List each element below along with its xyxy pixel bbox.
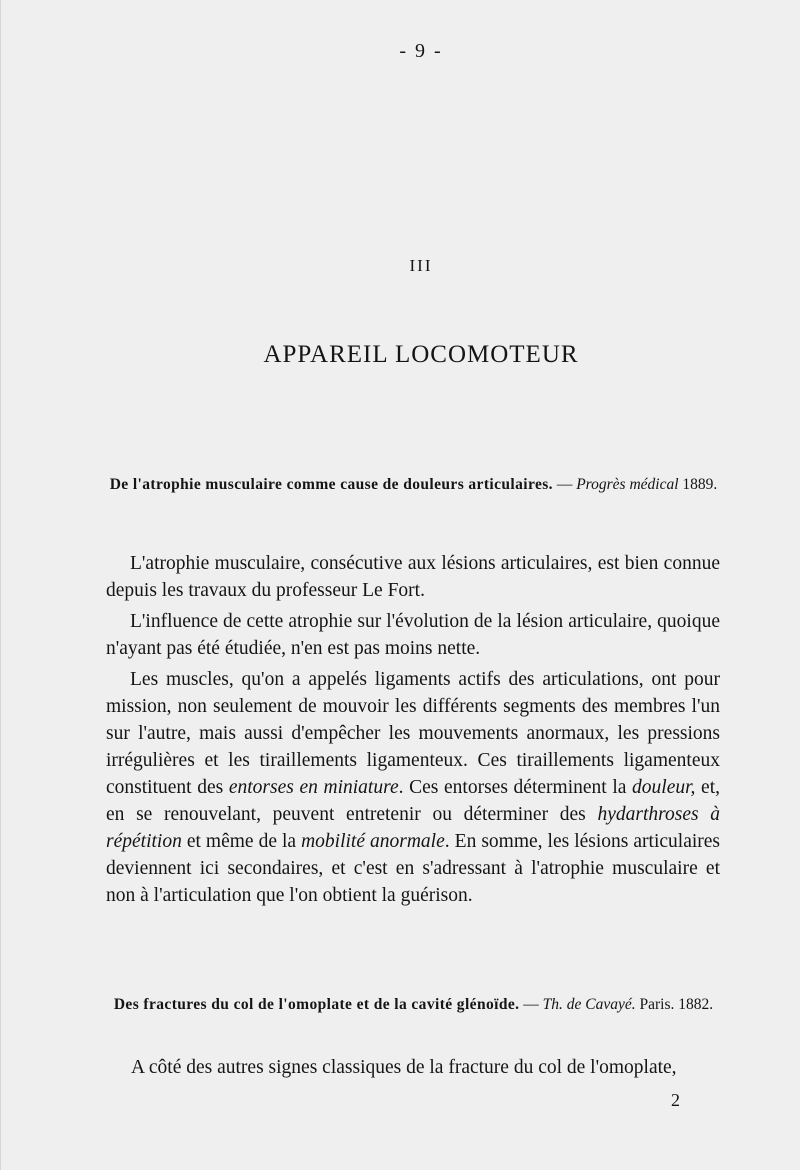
entry-title: De l'atrophie musculaire comme cause de douleurs articulaires. xyxy=(109,476,553,493)
section-number: III xyxy=(409,256,433,275)
emphasis: douleur, xyxy=(632,777,696,798)
text-run: Les muscles, qu'on a appelés ligaments actifs des articulations, ont pour mission, non seulement de mouvoir les différents segments des membres l'un sur l'autre, mais aussi d'empêcher les mouvements anormaux, les pressions irrégulières et les tiraillements ligamenteux. Ces tiraillements ligamenteux constituent des xyxy=(106,669,720,798)
closing-line: A côté des autres signes classiques de la fracture du col de l'omoplate, xyxy=(131,1057,677,1078)
entry-place: Paris. 1882. xyxy=(635,996,714,1013)
text-run: et, en se renouvelant, peuvent entretenir ou déterminer des xyxy=(106,777,720,825)
entry-source: Progrès médical xyxy=(576,476,679,493)
text-run: . Ces entorses déterminent la xyxy=(398,777,633,798)
entry-year: 1889. xyxy=(678,476,718,493)
emphasis: hydarthroses à répétition xyxy=(106,804,720,852)
article-body xyxy=(106,550,720,913)
paragraph-1: L'atrophie musculaire, consécutive aux lésions articulaires, est bien connue depuis les travaux du professeur Le Fort. xyxy=(106,553,720,601)
entry-source: Th. de Cavayé. xyxy=(542,996,636,1013)
emphasis: entorses en miniature xyxy=(228,777,399,798)
entry-dash: — xyxy=(552,476,577,493)
emphasis: mobilité anormale xyxy=(301,831,445,852)
signature-mark: 2 xyxy=(671,1090,680,1110)
entry-heading-atrophie xyxy=(101,474,726,495)
entry-title: Des fractures du col de l'omoplate et de la cavité glénoïde. xyxy=(113,996,520,1013)
text-run: et même de la xyxy=(181,831,302,852)
paragraph-3 xyxy=(106,666,720,909)
text-run: . En somme, les lésions articulaires deviennent ici secondaires, et c'est en s'adressant à l'atrophie musculaire et non à l'articulation que l'on obtient la guérison. xyxy=(106,831,721,906)
entry-heading-fractures xyxy=(101,994,726,1015)
paragraph-2: L'influence de cette atrophie sur l'évolution de la lésion articulaire, quoique n'ayant pas été étudiée, n'en est pas moins nette. xyxy=(106,611,720,659)
section-title: APPAREIL LOCOMOTEUR xyxy=(263,341,579,368)
entry-dash: — xyxy=(519,996,543,1013)
page-number: - 9 - xyxy=(399,40,443,62)
